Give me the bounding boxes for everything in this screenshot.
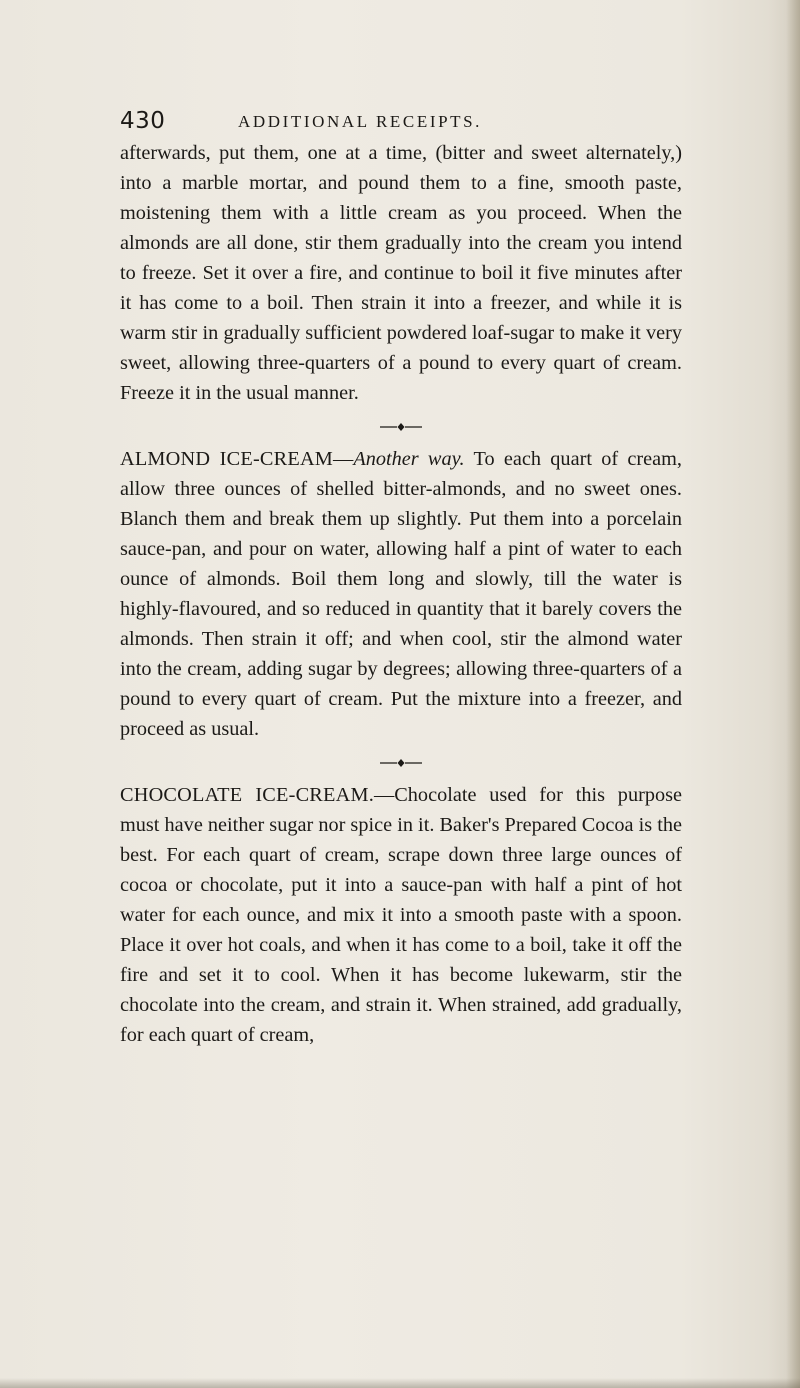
section-divider-ornament (120, 748, 682, 778)
section-divider-ornament (120, 412, 682, 442)
page-number: 430 (120, 108, 166, 134)
paragraph-continuation: afterwards, put them, one at a time, (bitter and sweet alternately,) into a marble mortar, and pound them to a fine, smooth paste, moistening them with a little cream as you proceed. When the almonds are all done, stir them gradually into the cream you intend to freeze. Set it over a fire, and continue to boil it five minutes after it has come to a boil. Then strain it into a freezer, and while it is warm stir in gradually sufficient powdered loaf-sugar to make it very sweet, allowing three-quarters of a pound to every quart of cream. Freeze it in the usual manner. (120, 142, 682, 404)
recipe-title-almond: ALMOND ICE-CREAM (120, 448, 334, 470)
diamond-rule-icon (380, 422, 422, 432)
recipe-variant-label: Another way. (353, 448, 465, 470)
recipe-body-almond: To each quart of cream, allow three ounces of shelled bitter-almonds, and no sweet ones. Blanch them and break them up slightly. Put them into a porcelain sauce-pan, and pour on water, allowing half a pint of water to each ounce of almonds. Boil them long and slowly, till the water is highly-flavoured, and so reduced in quantity that it barely covers the almonds. Then strain it off; and when cool, stir the almond water into the cream, adding sugar by degrees; allowing three-quarters of a pound to every quart of cream. Put the mixture into a freezer, and proceed as usual. (120, 448, 683, 740)
page-bottom-shadow (0, 1378, 800, 1388)
page-header (120, 108, 680, 140)
page-body (120, 138, 682, 1050)
recipe-almond-ice-cream (120, 444, 682, 744)
running-head: ADDITIONAL RECEIPTS. (238, 112, 483, 131)
title-dash: — (333, 448, 354, 470)
diamond-rule-icon (380, 758, 422, 768)
recipe-body-chocolate: —Chocolate used for this purpose must have neither sugar nor spice in it. Baker's Prepared Cocoa is the best. For each quart of cream, scrape down three large ounces of cocoa or chocolate, put it into a sauce-pan with half a pint of hot water for each ounce, and mix it into a smooth paste with a spoon. Place it over hot coals, and when it has come to a boil, take it off the fire and set it to cool. When it has become lukewarm, stir the chocolate into the cream, and strain it. When strained, add gradually, for each quart of cream, (120, 784, 683, 1046)
recipe-chocolate-ice-cream (120, 780, 682, 1050)
recipe-title-chocolate: CHOCOLATE ICE-CREAM. (120, 784, 374, 806)
page-edge-shadow (786, 0, 800, 1388)
